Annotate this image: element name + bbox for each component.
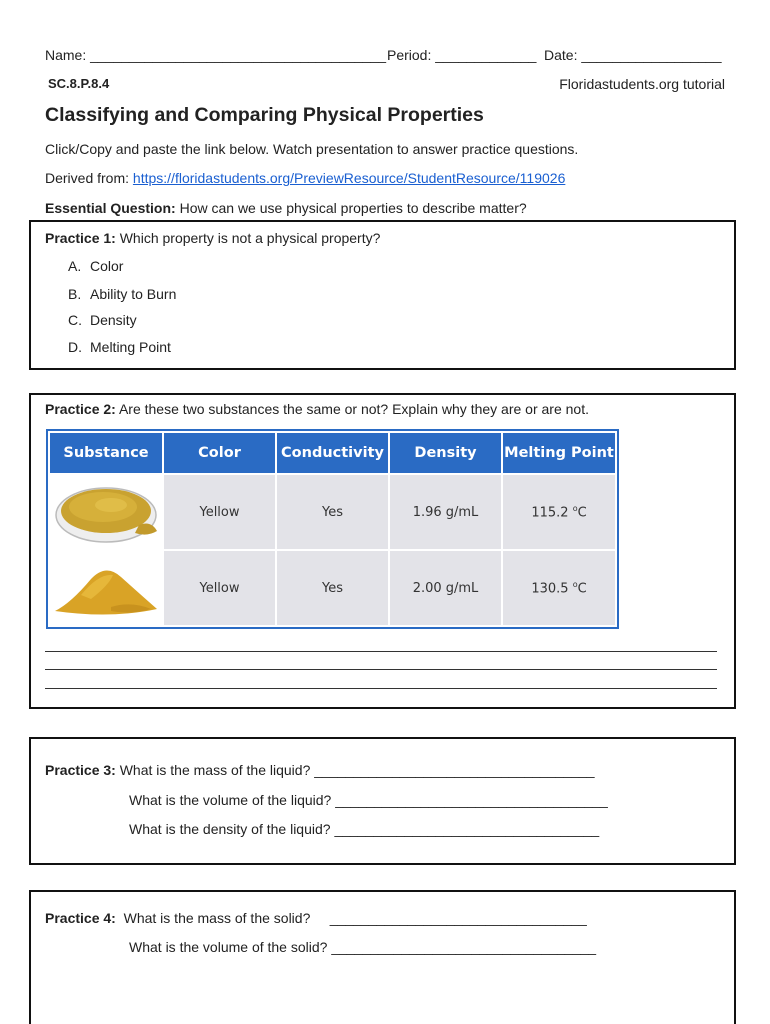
essential-question bbox=[45, 200, 527, 216]
substance-1-color: Yellow bbox=[163, 474, 276, 550]
header-melting-point: Melting Point bbox=[502, 432, 616, 474]
practice-1-question bbox=[45, 230, 380, 246]
substance-1-image bbox=[49, 474, 163, 550]
substance-2-color: Yellow bbox=[163, 550, 276, 626]
practice-2-label: Practice 2: bbox=[45, 401, 116, 417]
option-c[interactable]: C. Density bbox=[68, 312, 137, 328]
practice-1-label: Practice 1: bbox=[45, 230, 116, 246]
resource-link[interactable]: https://floridastudents.org/PreviewResource/StudentResource/119026 bbox=[132, 170, 566, 186]
practice-4-mass[interactable]: Practice 4: What is the mass of the solid? _________________________________ bbox=[45, 910, 587, 926]
powder-pile-image bbox=[51, 551, 161, 621]
date-field-label[interactable]: Date: __________________ bbox=[544, 47, 722, 63]
derived-from-line bbox=[45, 170, 565, 186]
essential-question-text: How can we use physical properties to describe matter? bbox=[175, 200, 527, 216]
standard-code: SC.8.P.8.4 bbox=[48, 76, 110, 91]
practice-4-label: Practice 4: bbox=[45, 910, 116, 926]
option-b[interactable]: B. Ability to Burn bbox=[68, 286, 177, 302]
practice-3-label: Practice 3: bbox=[45, 762, 116, 778]
practice-2-question bbox=[45, 401, 589, 417]
header-substance: Substance bbox=[49, 432, 163, 474]
header-density: Density bbox=[389, 432, 502, 474]
page-title: Classifying and Comparing Physical Properties bbox=[45, 104, 484, 126]
practice-4-volume[interactable]: What is the volume of the solid? __________________________________ bbox=[129, 939, 597, 955]
substance-table bbox=[48, 431, 617, 627]
practice-1-text: Which property is not a physical property? bbox=[115, 230, 381, 246]
period-field-label[interactable]: Period: _____________ bbox=[387, 47, 537, 63]
instructions-text: Click/Copy and paste the link below. Watch presentation to answer practice questions. bbox=[45, 141, 579, 157]
practice-3-volume[interactable]: What is the volume of the liquid? ___________________________________ bbox=[129, 792, 608, 808]
option-d[interactable]: D. Melting Point bbox=[68, 339, 171, 355]
substance-1-conductivity: Yes bbox=[276, 474, 389, 550]
substance-2-conductivity: Yes bbox=[276, 550, 389, 626]
substance-2-density: 2.00 g/mL bbox=[389, 550, 502, 626]
source-label: Floridastudents.org tutorial bbox=[559, 76, 725, 92]
header-conductivity: Conductivity bbox=[276, 432, 389, 474]
substance-2-image bbox=[49, 550, 163, 626]
answer-line-3[interactable] bbox=[45, 688, 717, 689]
substance-1-melting-point: 115.2 $^o$C bbox=[502, 474, 616, 550]
essential-question-label: Essential Question: bbox=[45, 200, 176, 216]
answer-line-1[interactable] bbox=[45, 651, 717, 652]
table-header-row bbox=[49, 432, 616, 474]
substance-1-density: 1.96 g/mL bbox=[389, 474, 502, 550]
table-row bbox=[49, 474, 616, 550]
substance-2-melting-point: 130.5 $^o$C bbox=[502, 550, 616, 626]
derived-from-label: Derived from: bbox=[45, 170, 133, 186]
name-field-label[interactable]: Name: ______________________________________ bbox=[45, 47, 386, 63]
practice-3-mass[interactable]: Practice 3: What is the mass of the liquid? ____________________________________ bbox=[45, 762, 595, 778]
answer-line-2[interactable] bbox=[45, 669, 717, 670]
option-a[interactable]: A. Color bbox=[68, 258, 124, 274]
table-row bbox=[49, 550, 616, 626]
practice-2-text: Are these two substances the same or not? Explain why they are or are not. bbox=[115, 401, 589, 417]
header-color: Color bbox=[163, 432, 276, 474]
practice-3-density[interactable]: What is the density of the liquid? __________________________________ bbox=[129, 821, 600, 837]
powder-bowl-image bbox=[51, 475, 161, 545]
